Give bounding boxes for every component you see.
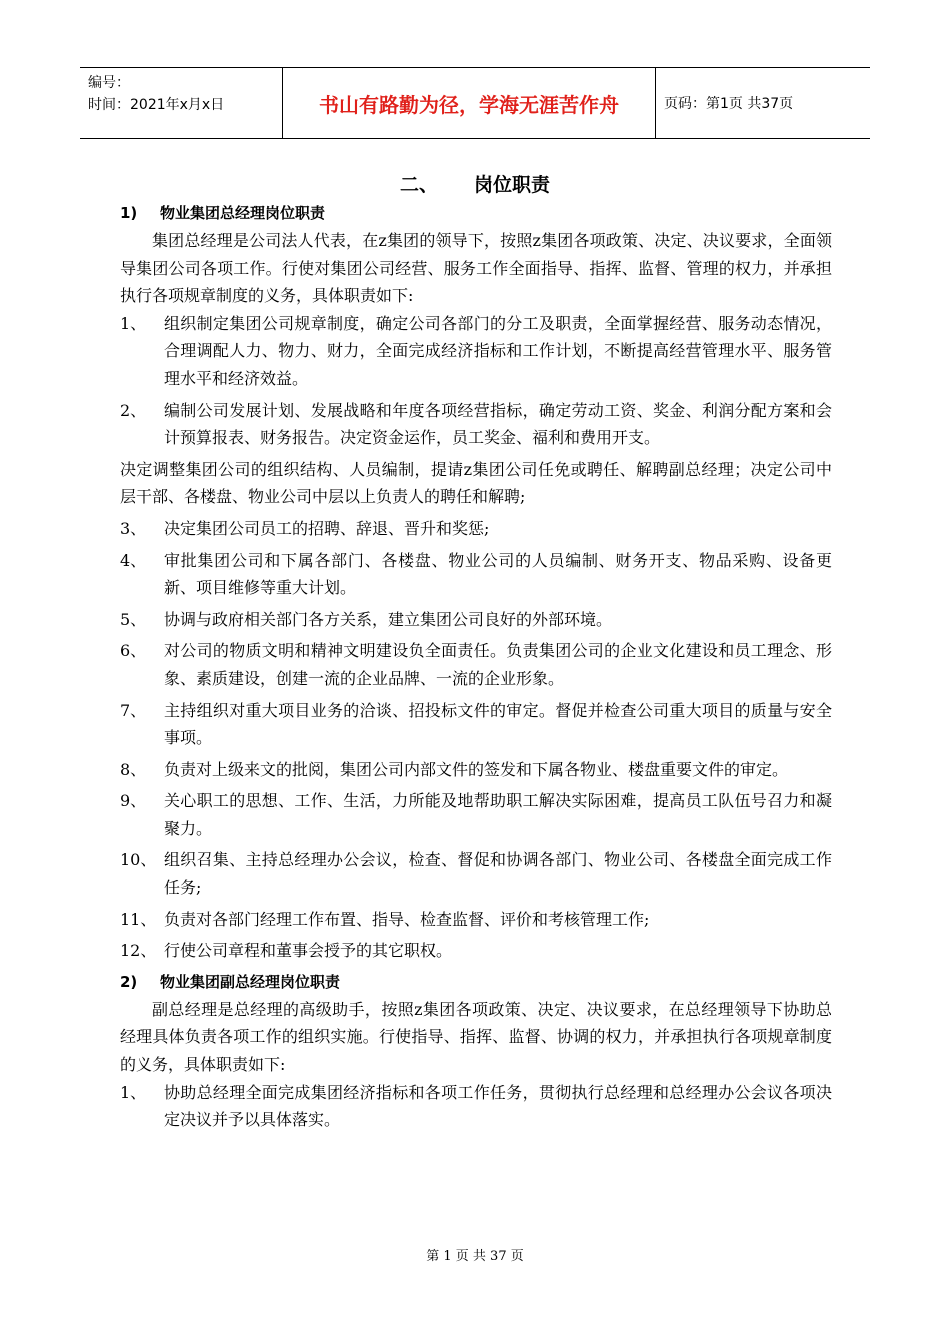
header-left-cell	[88, 72, 278, 116]
duty-number: 3、	[120, 518, 147, 538]
duty-number: 10、	[120, 850, 157, 870]
duty-text: 主持组织对重大项目业务的洽谈、招投标文件的审定。督促并检查公司重大项目的质量与安全事项。	[164, 700, 832, 748]
duty-text: 组织制定集团公司规章制度，确定公司各部门的分工及职责，全面掌握经营、服务动态情况，合理调配人力、物力、财力，全面完成经济指标和工作计划，不断提高经营管理水平、服务管理水平和经济效益。	[164, 313, 832, 388]
subsection-title: 物业集团副总经理岗位职责	[160, 972, 341, 991]
subsection-1-heading	[120, 200, 832, 227]
duty-text: 负责对各部门经理工作布置、指导、检查监督、评价和考核管理工作;	[164, 909, 650, 929]
duty-item	[120, 756, 832, 784]
duty-text: 负责对上级来文的批阅，集团公司内部文件的签发和下属各物业、楼盘重要文件的审定。	[164, 759, 789, 779]
duty-list-a	[120, 310, 832, 452]
duty-item	[120, 787, 832, 842]
duty-text: 决定集团公司员工的招聘、辞退、晋升和奖惩;	[164, 518, 490, 538]
duty-item	[120, 637, 832, 692]
duty-number: 6、	[120, 641, 147, 661]
number-label: 编号：	[88, 75, 130, 91]
page-info: 页码：第1页 共37页	[664, 96, 794, 112]
duty-text: 组织召集、主持总经理办公会议，检查、督促和协调各部门、物业公司、各楼盘全面完成工作任务;	[164, 850, 832, 898]
duty-item	[120, 697, 832, 752]
subsection-title: 物业集团总经理岗位职责	[160, 204, 326, 222]
subsection-2-intro: 副总经理是总经理的高级助手，按照z集团各项政策、决定、决议要求，在总经理领导下协助总经理具体负责各项工作的组织实施。行使指导、指挥、监督、协调的权力，并承担执行各项规章制度的义务，具体职责如下:	[120, 999, 832, 1075]
duty-list-c	[120, 1079, 832, 1134]
duty-number: 7、	[120, 700, 147, 720]
subsection-number: 2)	[120, 972, 138, 991]
duty-number: 11、	[120, 909, 157, 929]
subsection-number: 1)	[120, 204, 138, 222]
duty-number: 1、	[120, 1082, 147, 1102]
duty-text: 协助总经理全面完成集团经济指标和各项工作任务，贯彻执行总经理和总经理办公会议各项决定决议并予以具体落实。	[164, 1082, 832, 1130]
duty-text: 对公司的物质文明和精神文明建设负全面责任。负责集团公司的企业文化建设和员工理念、形象、素质建设，创建一流的企业品牌、一流的企业形象。	[164, 641, 832, 688]
motto: 书山有路勤为径，学海无涯苦作舟	[282, 68, 656, 138]
duty-number: 9、	[120, 791, 147, 811]
duty-item	[120, 846, 832, 901]
section-title	[0, 170, 950, 197]
duty-item	[120, 1079, 832, 1134]
duty-item	[120, 547, 832, 602]
duty-text: 审批集团公司和下属各部门、各楼盘、物业公司的人员编制、财务开支、物品采购、设备更新、项目维修等重大计划。	[164, 550, 832, 598]
section-text: 岗位职责	[474, 174, 551, 196]
duty-text: 关心职工的思想、工作、生活，力所能及地帮助职工解决实际困难，提高员工队伍号召力和凝聚力。	[164, 791, 832, 838]
duty-number: 4、	[120, 550, 147, 570]
duty-number: 1、	[120, 313, 147, 333]
duty-item	[120, 515, 832, 543]
duty-text: 编制公司发展计划、发展战略和年度各项经营指标，确定劳动工资、奖金、利润分配方案和会计预算报表、财务报告。决定资金运作，员工奖金、福利和费用开支。	[164, 400, 832, 448]
duty-number: 8、	[120, 759, 147, 779]
duty-item	[120, 310, 832, 393]
duty-item	[120, 937, 832, 965]
document-body	[120, 200, 832, 1138]
section-number: 二、	[399, 174, 438, 196]
duty-number: 2、	[120, 400, 147, 420]
duty-item	[120, 397, 832, 452]
unnumbered-duty: 决定调整集团公司的组织结构、人员编制，提请z集团公司任免或聘任、解聘副总经理；决定公司中层干部、各楼盘、物业公司中层以上负责人的聘任和解聘;	[120, 459, 832, 507]
duty-text: 协调与政府相关部门各方关系，建立集团公司良好的外部环境。	[164, 609, 613, 629]
subsection-2-heading	[120, 969, 832, 996]
header-table	[80, 67, 870, 139]
page-footer: 第 1 页 共 37 页	[426, 1249, 524, 1264]
duty-text: 行使公司章程和董事会授予的其它职权。	[164, 941, 453, 961]
duty-list-b	[120, 515, 832, 965]
date-line: 时间：2021年x月x日	[88, 97, 225, 113]
duty-number: 12、	[120, 941, 157, 961]
duty-item	[120, 906, 832, 934]
subsection-1-intro: 集团总经理是公司法人代表，在z集团的领导下，按照z集团各项政策、决定、决议要求，全面领导集团公司各项工作。行使对集团公司经营、服务工作全面指导、指挥、监督、管理的权力，并承担执行各项规章制度的义务，具体职责如下:	[120, 231, 832, 306]
duty-number: 5、	[120, 609, 147, 629]
duty-item	[120, 606, 832, 634]
